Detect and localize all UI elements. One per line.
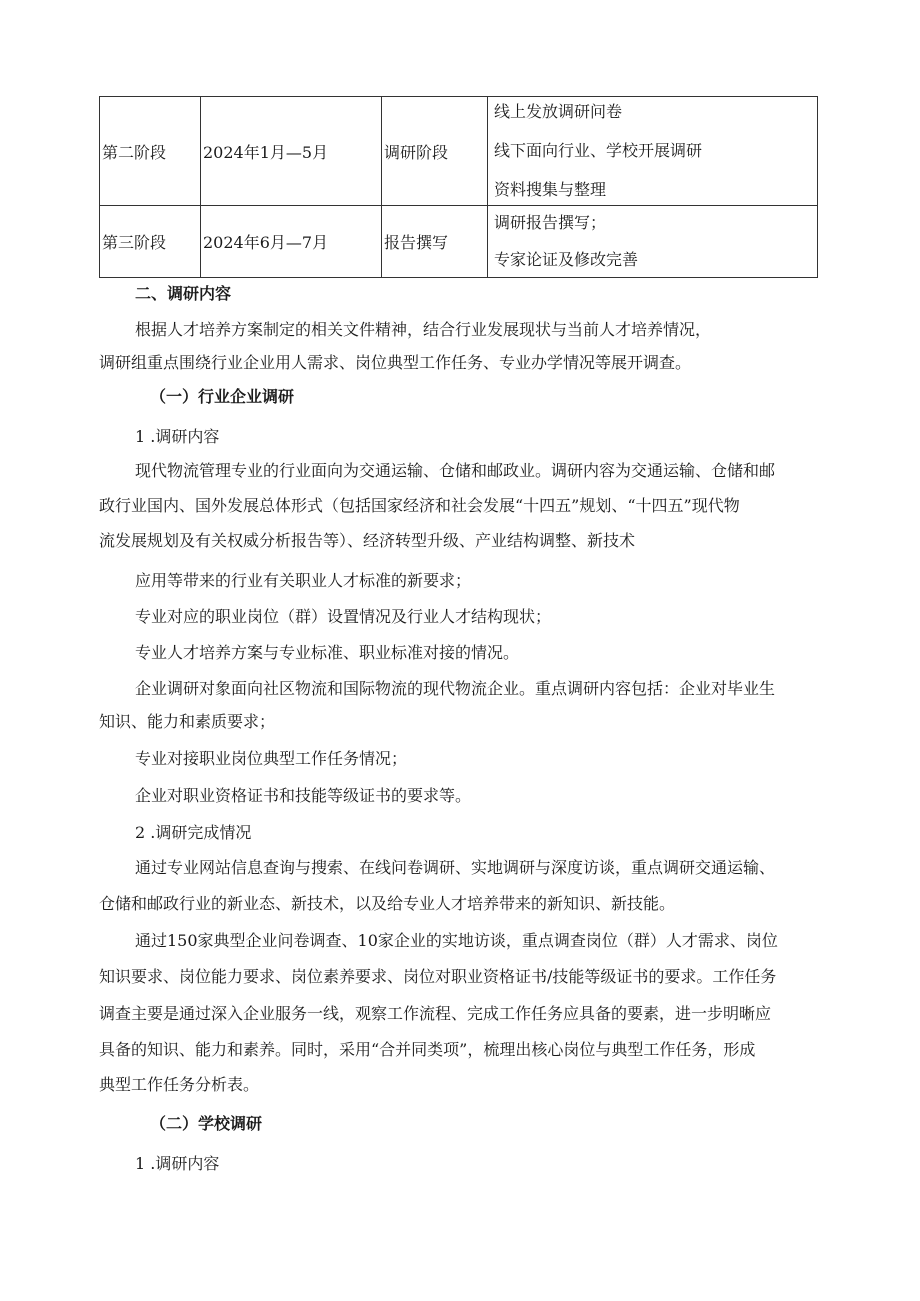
body-line: 企业对职业资格证书和技能等级证书的要求等。 [135, 786, 472, 805]
activity-item: 线上发放调研问卷 [494, 102, 623, 121]
body-line: 具备的知识、能力和素养。同时，采用“合并同类项”，梳理出核心岗位与典型工作任务，形成 [99, 1040, 756, 1059]
body-line: 知识、能力和素质要求； [99, 712, 276, 731]
body-line: 政行业国内、国外发展总体形式（包括国家经济和社会发展“十四五”规划、“十四五”现代物 [99, 496, 740, 515]
phase-cell: 调研阶段 [382, 97, 488, 206]
body-line: 通过150家典型企业问卷调查、10家企业的实地访谈，重点调查岗位（群）人才需求、岗位 [135, 931, 778, 950]
subsection-heading: （一）行业企业调研 [150, 387, 295, 406]
body-line: 专业对接职业岗位典型工作任务情况； [135, 749, 408, 768]
activity-item: 线下面向行业、学校开展调研 [494, 141, 703, 160]
activity-item: 专家论证及修改完善 [494, 250, 639, 269]
body-line: 调研组重点围绕行业企业用人需求、岗位典型工作任务、专业办学情况等展开调查。 [99, 353, 692, 372]
activities-cell [488, 97, 818, 206]
body-line: 专业人才培养方案与专业标准、职业标准对接的情况。 [135, 643, 520, 662]
body-line: 典型工作任务分析表。 [99, 1075, 260, 1094]
phase-cell: 报告撰写 [382, 206, 488, 278]
body-line: 通过专业网站信息查询与搜索、在线问卷调研、实地调研与深度访谈，重点调研交通运输、 [135, 858, 776, 877]
body-line: 应用等带来的行业有关职业人才标准的新要求； [135, 571, 472, 590]
period-cell: 2024年6月—7月 [201, 206, 382, 278]
body-line: 现代物流管理专业的行业面向为交通运输、仓储和邮政业。调研内容为交通运输、仓储和邮 [135, 461, 776, 480]
body-line: 根据人才培养方案制定的相关文件精神，结合行业发展现状与当前人才培养情况， [135, 320, 712, 339]
section-heading: 二、调研内容 [135, 284, 232, 303]
table-row [100, 206, 818, 278]
period-cell: 2024年1月—5月 [201, 97, 382, 206]
activity-item: 调研报告撰写； [494, 213, 607, 232]
list-item-heading: 1 .调研内容 [135, 427, 220, 446]
body-line: 企业调研对象面向社区物流和国际物流的现代物流企业。重点调研内容包括：企业对毕业生 [135, 679, 776, 698]
body-line: 知识要求、岗位能力要求、岗位素养要求、岗位对职业资格证书/技能等级证书的要求。工作任务 [99, 967, 777, 986]
list-item-heading: 1 .调研内容 [135, 1154, 220, 1173]
list-item-heading: 2 .调研完成情况 [135, 823, 252, 842]
body-line: 专业对应的职业岗位（群）设置情况及行业人才结构现状； [135, 607, 552, 626]
stages-table [99, 96, 818, 278]
activity-item: 资料搜集与整理 [494, 180, 607, 199]
body-line: 流发展规划及有关权威分析报告等）、经济转型升级、产业结构调整、新技术 [99, 531, 636, 550]
body-line: 仓储和邮政行业的新业态、新技术，以及给专业人才培养带来的新知识、新技能。 [99, 894, 676, 913]
activities-cell [488, 206, 818, 278]
subsection-heading: （二）学校调研 [150, 1114, 263, 1133]
stage-cell: 第二阶段 [100, 97, 201, 206]
table-row [100, 97, 818, 206]
body-line: 调查主要是通过深入企业服务一线，观察工作流程、完成工作任务应具备的要素，进一步明晰应 [99, 1004, 772, 1023]
stage-cell: 第三阶段 [100, 206, 201, 278]
